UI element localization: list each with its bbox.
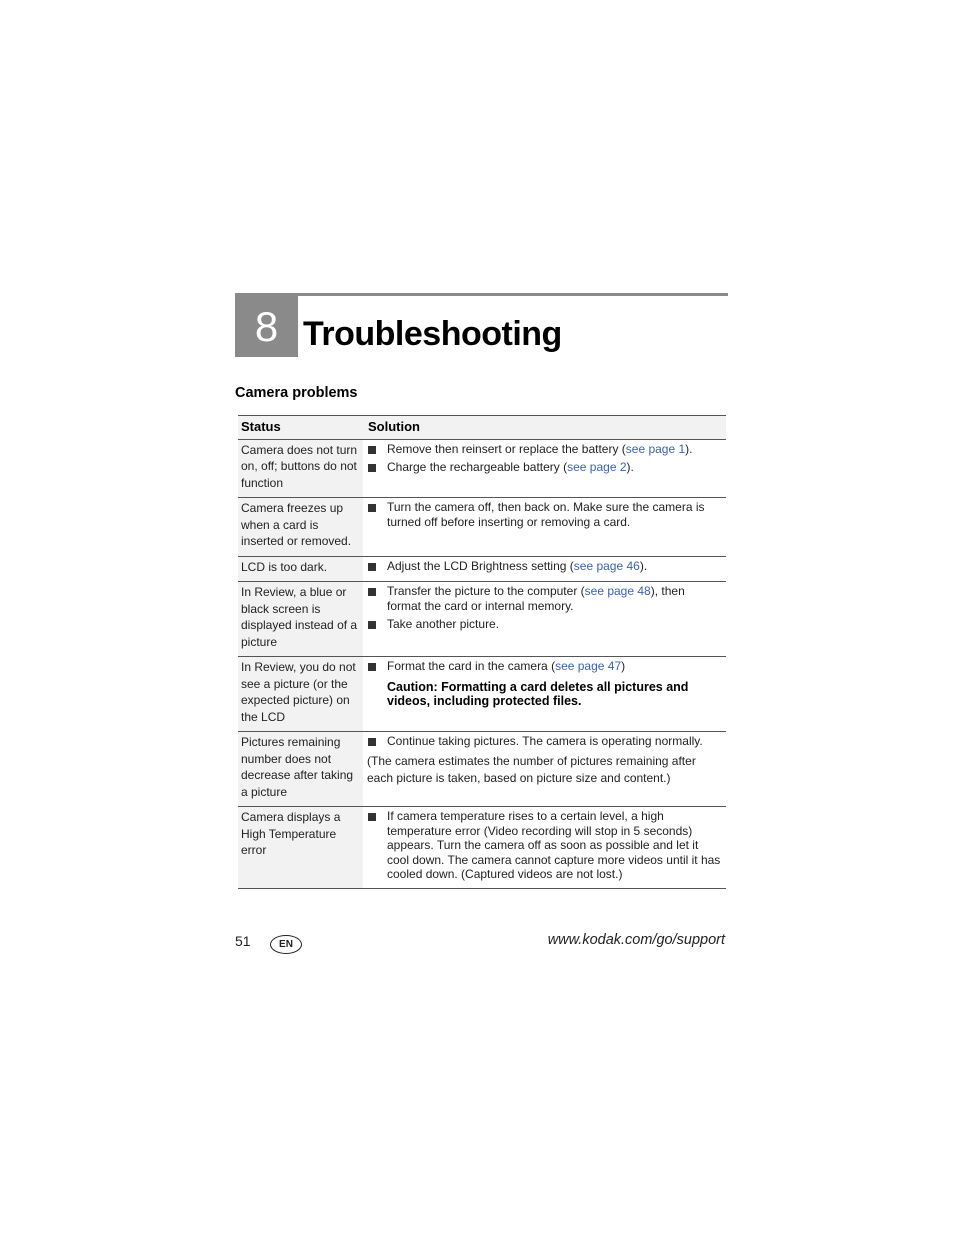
page-link[interactable]: see page 2	[567, 460, 627, 474]
header-status: Status	[238, 416, 363, 440]
page-link[interactable]: see page 46	[573, 558, 640, 573]
note-text: (The camera estimates the number of pictures remaining after each picture is taken, based on picture size and content.)	[367, 753, 696, 785]
solution-cell	[363, 732, 726, 807]
chapter-number: 8	[235, 296, 298, 357]
square-bullet-icon	[368, 738, 376, 746]
solution-bullet: Remove then reinsert or replace the battery (see page 1).	[367, 442, 722, 457]
page-link[interactable]: see page 1	[625, 441, 686, 456]
solution-bullet: If camera temperature rises to a certain level, a high temperature error (Video recording will stop in 5 seconds) appears. Turn the camera off as soon as possible and let it cool down. The camera cannot capture more videos until it has cooled down. (Captured videos are not lost.)	[367, 809, 722, 882]
status-cell: LCD is too dark.	[238, 556, 363, 582]
solution-cell	[363, 582, 726, 657]
solution-bullet: Charge the rechargeable battery (see page 2).	[367, 460, 722, 475]
square-bullet-icon	[368, 504, 376, 512]
table-row	[238, 582, 726, 657]
solution-cell	[363, 807, 726, 889]
chapter-rule	[235, 293, 728, 296]
table-row	[238, 732, 726, 807]
square-bullet-icon	[368, 621, 376, 629]
square-bullet-icon	[368, 588, 376, 596]
language-badge-icon: EN	[270, 935, 302, 954]
status-cell: Camera freezes up when a card is inserted or removed.	[238, 498, 363, 557]
square-bullet-icon	[368, 663, 376, 671]
troubleshooting-table	[238, 415, 726, 889]
table-header-row	[238, 416, 726, 440]
status-cell: In Review, you do not see a picture (or the expected picture) on the LCD	[238, 657, 363, 732]
status-cell: Pictures remaining number does not decrease after taking a picture	[238, 732, 363, 807]
section-title: Camera problems	[235, 385, 358, 401]
status-cell: In Review, a blue or black screen is displayed instead of a picture	[238, 582, 363, 657]
solution-bullet: Format the card in the camera (see page 47)	[367, 659, 722, 674]
solution-bullet: Continue taking pictures. The camera is operating normally.	[367, 734, 722, 749]
square-bullet-icon	[368, 563, 376, 571]
solution-cell	[363, 498, 726, 557]
solution-bullet: Take another picture.	[367, 617, 722, 632]
square-bullet-icon	[368, 446, 376, 454]
chapter-title: Troubleshooting	[303, 315, 562, 353]
header-solution: Solution	[363, 416, 726, 440]
table-row	[238, 807, 726, 889]
solution-cell	[363, 439, 726, 498]
caution-text: Caution: Formatting a card deletes all pictures and videos, including protected files.	[387, 679, 689, 708]
solution-bullet: Turn the camera off, then back on. Make sure the camera is turned off before inserting or removing a card.	[367, 500, 722, 529]
solution-bullet: Adjust the LCD Brightness setting (see page 46).	[367, 559, 722, 574]
solution-cell	[363, 556, 726, 582]
table-row	[238, 556, 726, 582]
status-cell: Camera displays a High Temperature error	[238, 807, 363, 889]
solution-cell	[363, 657, 726, 732]
table-row	[238, 498, 726, 557]
status-cell: Camera does not turn on, off; buttons do not function	[238, 439, 363, 498]
page-number: 51	[235, 933, 251, 949]
table-row	[238, 657, 726, 732]
table-row	[238, 439, 726, 498]
square-bullet-icon	[368, 813, 376, 821]
page-link[interactable]: see page 47	[555, 659, 622, 673]
solution-bullet: Transfer the picture to the computer (see page 48), then format the card or internal memory.	[367, 584, 722, 613]
support-url[interactable]: www.kodak.com/go/support	[547, 932, 725, 948]
page-link[interactable]: see page 48	[584, 584, 651, 598]
square-bullet-icon	[368, 464, 376, 472]
